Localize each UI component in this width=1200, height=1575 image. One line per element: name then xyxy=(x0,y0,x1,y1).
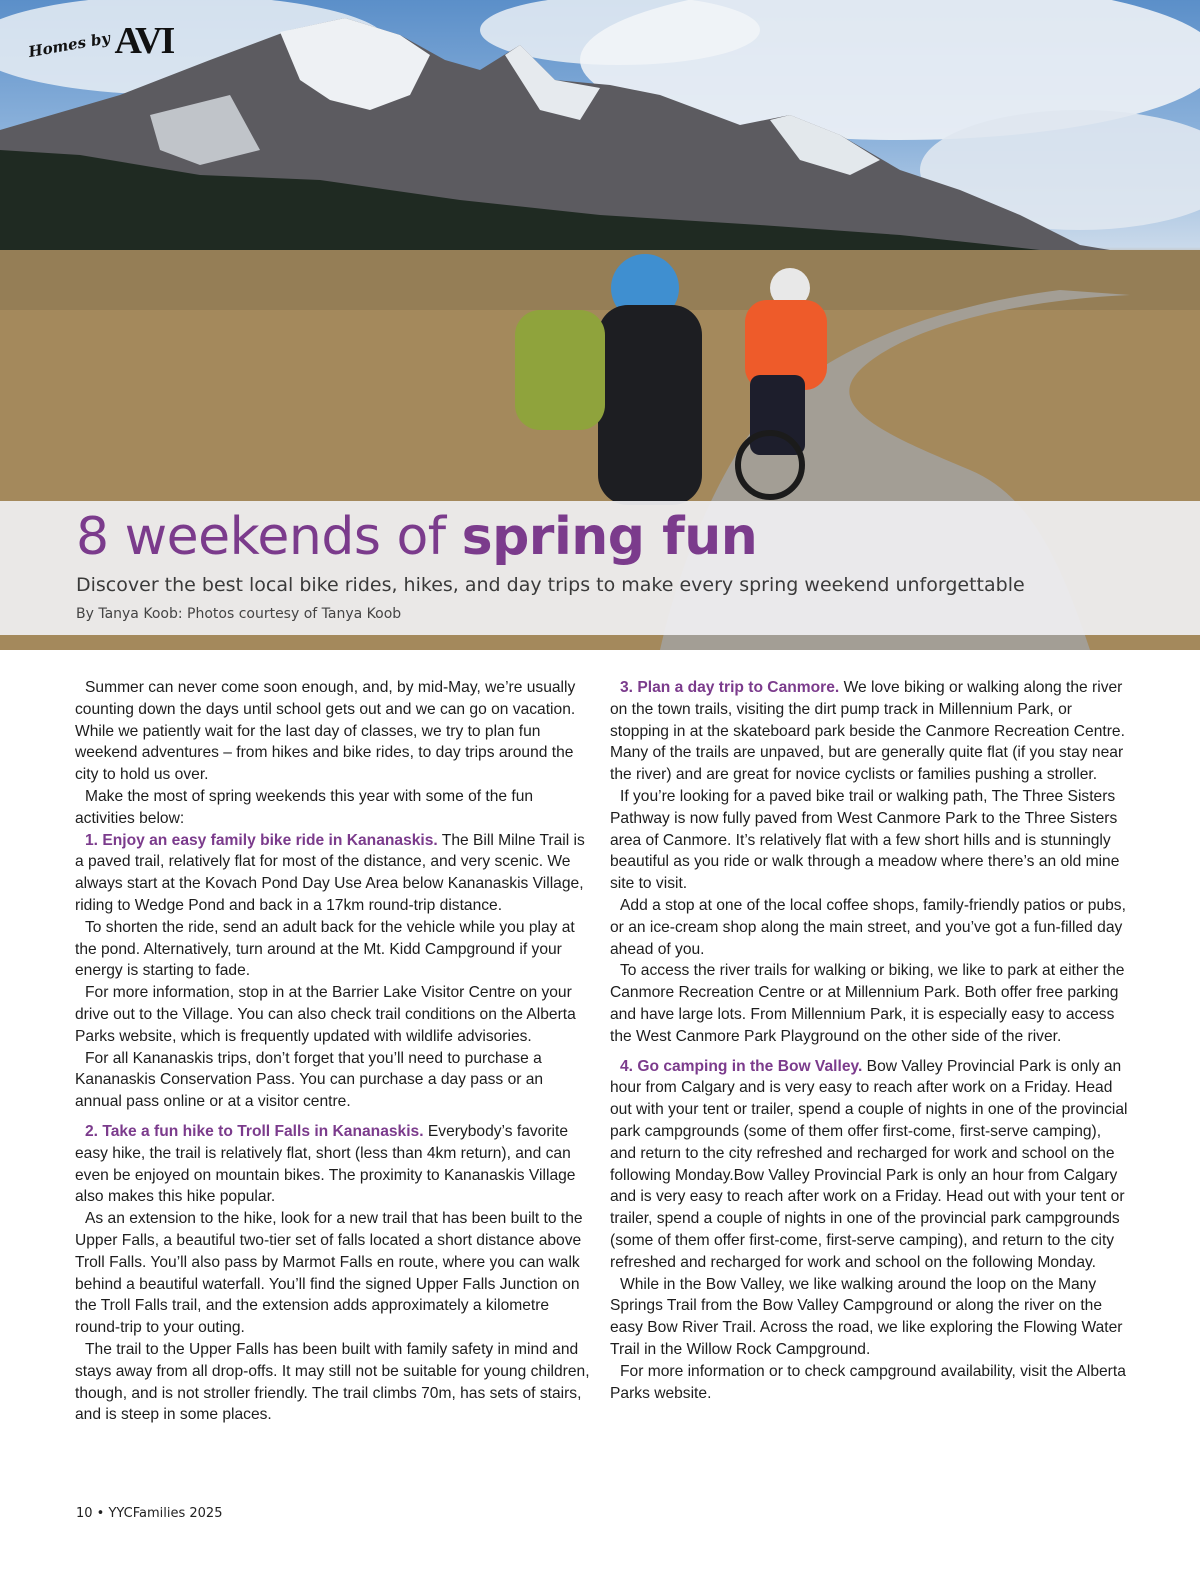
section-heading: 3. Plan a day trip to Canmore. xyxy=(620,679,840,696)
paragraph-text: Everybody’s favorite easy hike, the trail is relatively flat, short (less than 4km return), and can even be enjoyed on mountain bikes. The proximity to Kananaskis Village also makes this hike popular. xyxy=(75,1122,576,1206)
title-light: 8 weekends of xyxy=(76,507,462,567)
left-column xyxy=(75,677,590,1426)
section-heading: 2. Take a fun hike to Troll Falls in Kananaskis. xyxy=(85,1122,424,1140)
paragraph-text: For all Kananaskis trips, don’t forget that you’ll need to purchase a Kananaskis Conservation Pass. You can purchase a day pass or an annual pass online or at a visitor centre. xyxy=(75,1049,544,1111)
paragraph-text: To shorten the ride, send an adult back for the vehicle while you play at the pond. Alternatively, turn around at the Mt. Kidd Campground if your energy is starting to fade. xyxy=(75,918,575,980)
body-paragraph xyxy=(75,1208,590,1339)
paragraph-text: Make the most of spring weekends this year with some of the fun activities below: xyxy=(75,787,534,827)
logo-mark: AVI xyxy=(114,20,174,62)
paragraph-text: If you’re looking for a paved bike trail or walking path, The Three Sisters Pathway is now fully paved from West Canmore Park to the Three Sisters area of Canmore. It’s relatively flat with a few short hills and is stunningly beautiful as you ride or walk through a meadow where there’s an old mine site to visit. xyxy=(610,787,1120,893)
body-paragraph xyxy=(75,677,590,786)
body-paragraph xyxy=(75,1121,590,1208)
paragraph-text: The Bill Milne Trail is a paved trail, relatively flat for most of the distance, and very scenic. We always start at the Kovach Pond Day Use Area below Kananaskis Village, riding to Wedge Pond and back in a 17km round-trip distance. xyxy=(75,831,585,914)
body-paragraph xyxy=(610,677,1130,786)
body-paragraph xyxy=(75,786,590,830)
section-heading: 4. Go camping in the Bow Valley. xyxy=(620,1057,863,1075)
paragraph-text: For more information, stop in at the Barrier Lake Visitor Centre on your drive out to the Village. You can also check trail conditions on the Alberta Parks website, which is frequently updated with wildlife advisories. xyxy=(75,984,576,1045)
article-subtitle: Discover the best local bike rides, hikes, and day trips to make every spring weekend unforgettable xyxy=(76,574,1025,596)
title-bold: spring fun xyxy=(461,507,758,567)
section-heading: 1. Enjoy an easy family bike ride in Kananaskis. xyxy=(85,831,438,849)
body-paragraph xyxy=(75,830,590,917)
homes-by-avi-logo xyxy=(28,22,173,60)
paragraph-text: We love biking or walking along the river on the town trails, visiting the dirt pump track in Millennium Park, or stopping in at the skateboard park beside the Canmore Recreation Centre. Many of the trails are unpaved, but are generally quite flat (if you stay near the river) and are great for novice cyclists or families pushing a stroller. xyxy=(610,679,1125,784)
paragraph-text: As an extension to the hike, look for a new trail that has been built to the Upper Falls, a beautiful two-tier set of falls located a short distance above Troll Falls. You’ll also pass by Marmot Falls en route, where you can walk behind a beautiful waterfall. You’ll find the signed Upper Falls Junction on the Troll Falls trail, and the extension adds approximately a kilometre round-trip to your outing. xyxy=(75,1210,583,1337)
paragraph-text: Summer can never come soon enough, and, by mid-May, we’re usually counting down the days until school gets out and we can go on vacation. While we patiently wait for the last day of classes, we try to plan fun weekend adventures – from hikes and bike rides, to day trips around the city to hold us over. xyxy=(75,679,576,784)
paragraph-text: Add a stop at one of the local coffee shops, family-friendly patios or pubs, or an ice-cream shop along the main street, and you’ve got a fun-filled day ahead of you. xyxy=(610,896,1126,958)
body-paragraph xyxy=(610,786,1130,895)
paragraph-text: The trail to the Upper Falls has been built with family safety in mind and stays away from all drop-offs. It may still not be suitable for young children, though, and is not stroller friendly. The trail climbs 70m, has sets of stairs, and is steep in some places. xyxy=(75,1340,590,1424)
body-paragraph xyxy=(610,895,1130,960)
article-title xyxy=(76,509,757,566)
body-paragraph xyxy=(610,1361,1130,1405)
paragraph-text: For more information or to check campground availability, visit the Alberta Parks website. xyxy=(610,1362,1126,1402)
body-paragraph xyxy=(75,982,590,1047)
article-byline: By Tanya Koob: Photos courtesy of Tanya Koob xyxy=(76,606,402,622)
body-paragraph xyxy=(75,917,590,982)
body-paragraph xyxy=(610,1274,1130,1361)
body-paragraph xyxy=(75,1339,590,1426)
paragraph-text: While in the Bow Valley, we like walking around the loop on the Many Springs Trail from the Bow Valley Campground or along the river on the easy Bow River Trail. Across the road, we like exploring the Flowing Water Trail in the Willow Rock Campground. xyxy=(610,1275,1123,1358)
body-paragraph xyxy=(610,960,1130,1047)
paragraph-text: To access the river trails for walking or biking, we like to park at either the Canmore Recreation Centre or at Millennium Park. Both offer free parking and have large lots. From Millennium Park, it is especially easy to access the West Canmore Park Playground on the other side of the river. xyxy=(610,962,1125,1045)
logo-script: Homes by xyxy=(27,28,112,62)
body-paragraph xyxy=(610,1056,1130,1274)
body-paragraph xyxy=(75,1048,590,1113)
right-column xyxy=(610,677,1130,1404)
paragraph-text: Bow Valley Provincial Park is only an hour from Calgary and is very easy to reach after work on a Friday. Head out with your tent or trailer, spend a couple of nights in one of the provincial park campgrounds (some of them offer first-come, first-serve camping), and return to the city refreshed and recharged for work and school on the following Monday.Bow Valley Provincial Park is only an hour from Calgary and is very easy to reach after work on a Friday. Head out with your tent or trailer, spend a couple of nights in one of the provincial park campgrounds (some of them offer first-come, first-serve camping), and return to the city refreshed and recharged for work and school on the following Monday. xyxy=(610,1057,1128,1271)
page-folio: 10 • YYCFamilies 2025 xyxy=(76,1506,223,1521)
